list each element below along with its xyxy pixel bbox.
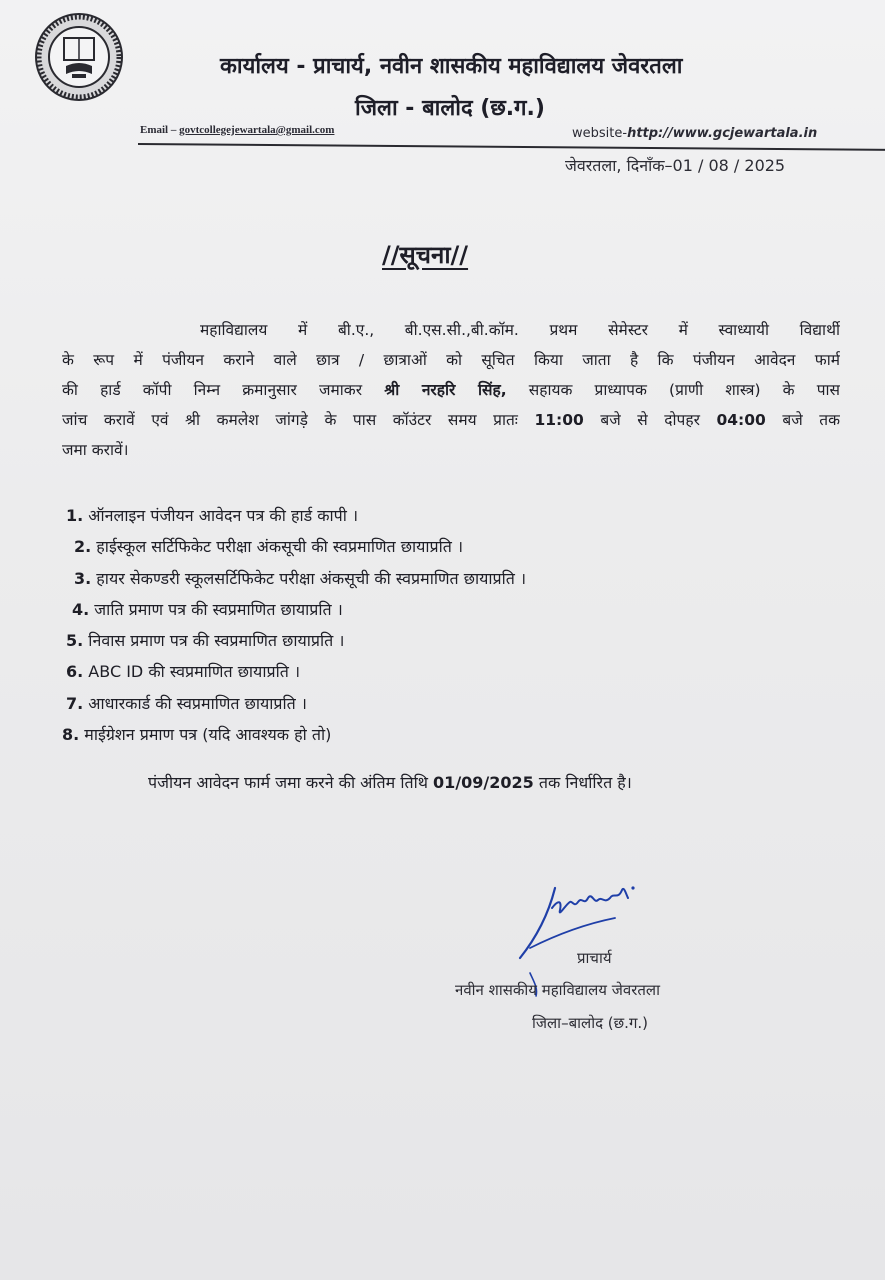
paragraph-text: जांच करावें एवं श्री कमलेश जांगड़े के पास कॉउंटर समय प्रातः — [62, 411, 535, 429]
email-link[interactable]: govtcollegejewartala@gmail.com — [179, 124, 335, 136]
paragraph-line-4 — [62, 405, 840, 435]
paragraph-text: सहायक प्राध्यापक (प्राणी शास्त्र) के पास — [506, 381, 840, 399]
item-number: 6. — [66, 662, 84, 682]
website-label: website- — [572, 126, 628, 141]
list-item — [66, 531, 826, 562]
item-text: ABC ID की स्वप्रमाणित छायाप्रति । — [83, 662, 301, 682]
website-line — [572, 126, 817, 141]
item-text: हाईस्कूल सर्टिफिकेट परीक्षा अंकसूची की स्वप्रमाणित छायाप्रति । — [91, 537, 464, 557]
item-text: जाति प्रमाण पत्र की स्वप्रमाणित छायाप्रति । — [89, 599, 343, 619]
item-text: निवास प्रमाण पत्र की स्वप्रमाणित छायाप्रति । — [83, 631, 345, 651]
counter-end-time: 04:00 — [716, 411, 766, 429]
website-link[interactable]: http://www.gcjewartala.in — [627, 126, 818, 141]
paragraph-text: महाविद्यालय में बी.ए., बी.एस.सी.,बी.कॉम. प्रथम सेमेस्टर में स्वाध्यायी विद्यार्थी — [200, 321, 840, 339]
deadline-text: तक निर्धारित है। — [533, 773, 632, 792]
signatory-district: जिला–बालोद (छ.ग.) — [532, 1014, 649, 1032]
deadline-line — [148, 771, 632, 793]
email-label: Email – — [140, 124, 180, 136]
deadline-text: पंजीयन आवेदन फार्म जमा करने की अंतिम तिथि — [148, 773, 434, 792]
list-item — [62, 719, 826, 750]
email-line — [140, 124, 334, 136]
deadline-date: 01/09/2025 — [433, 773, 534, 792]
paragraph-text: जमा करावें। — [62, 441, 129, 459]
paragraph-text: बजे तक — [765, 411, 840, 429]
office-heading: कार्यालय - प्राचार्य, नवीन शासकीय महाविद्यालय जेवरतला — [220, 54, 683, 79]
notice-title: //सूचना// — [382, 241, 469, 269]
item-text: आधारकार्ड की स्वप्रमाणित छायाप्रति । — [83, 693, 307, 713]
item-number: 5. — [66, 631, 84, 651]
item-number: 8. — [62, 725, 80, 745]
notice-paragraph — [62, 315, 840, 465]
paragraph-text: बजे से दोपहर — [583, 411, 717, 429]
paragraph-text: की हार्ड कॉपी निम्न क्रमानुसार जमाकर — [62, 381, 385, 399]
paragraph-line-3 — [62, 375, 840, 405]
counter-start-time: 11:00 — [534, 411, 584, 429]
college-emblem-icon — [34, 12, 124, 102]
item-text: माईग्रेशन प्रमाण पत्र (यदि आवश्यक हो तो) — [79, 725, 332, 745]
list-item — [66, 594, 826, 625]
item-number: 4. — [72, 599, 90, 619]
item-number: 1. — [66, 506, 84, 525]
item-number: 7. — [66, 693, 84, 713]
paragraph-line-5 — [62, 435, 840, 465]
signatory-institution: नवीन शासकीय महाविद्यालय जेवरतला — [455, 981, 660, 999]
documents-list — [62, 500, 826, 750]
list-item — [66, 625, 826, 656]
item-text: ऑनलाइन पंजीयन आवेदन पत्र की हार्ड कापी । — [83, 506, 359, 525]
notice-date: जेवरतला, दिनाँक–01 / 08 / 2025 — [565, 156, 786, 175]
paragraph-text: के रूप में पंजीयन कराने वाले छात्र / छात्राओं को सूचित किया जाता है कि पंजीयन आवेदन फार्म — [62, 351, 840, 369]
list-item — [66, 563, 826, 594]
list-item — [66, 656, 826, 687]
header-divider — [138, 143, 885, 151]
district-heading: जिला - बालोद (छ.ग.) — [355, 96, 545, 121]
professor-name: श्री नरहरि सिंह, — [384, 381, 507, 399]
list-item — [66, 688, 826, 719]
item-number: 3. — [74, 568, 92, 588]
paragraph-line-1 — [62, 315, 840, 345]
paragraph-line-2 — [62, 345, 840, 375]
list-item — [66, 500, 826, 531]
signatory-designation: प्राचार्य — [577, 949, 612, 967]
item-number: 2. — [74, 537, 92, 557]
item-text: हायर सेकण्डरी स्कूलसर्टिफिकेट परीक्षा अंकसूची की स्वप्रमाणित छायाप्रति । — [91, 568, 527, 588]
